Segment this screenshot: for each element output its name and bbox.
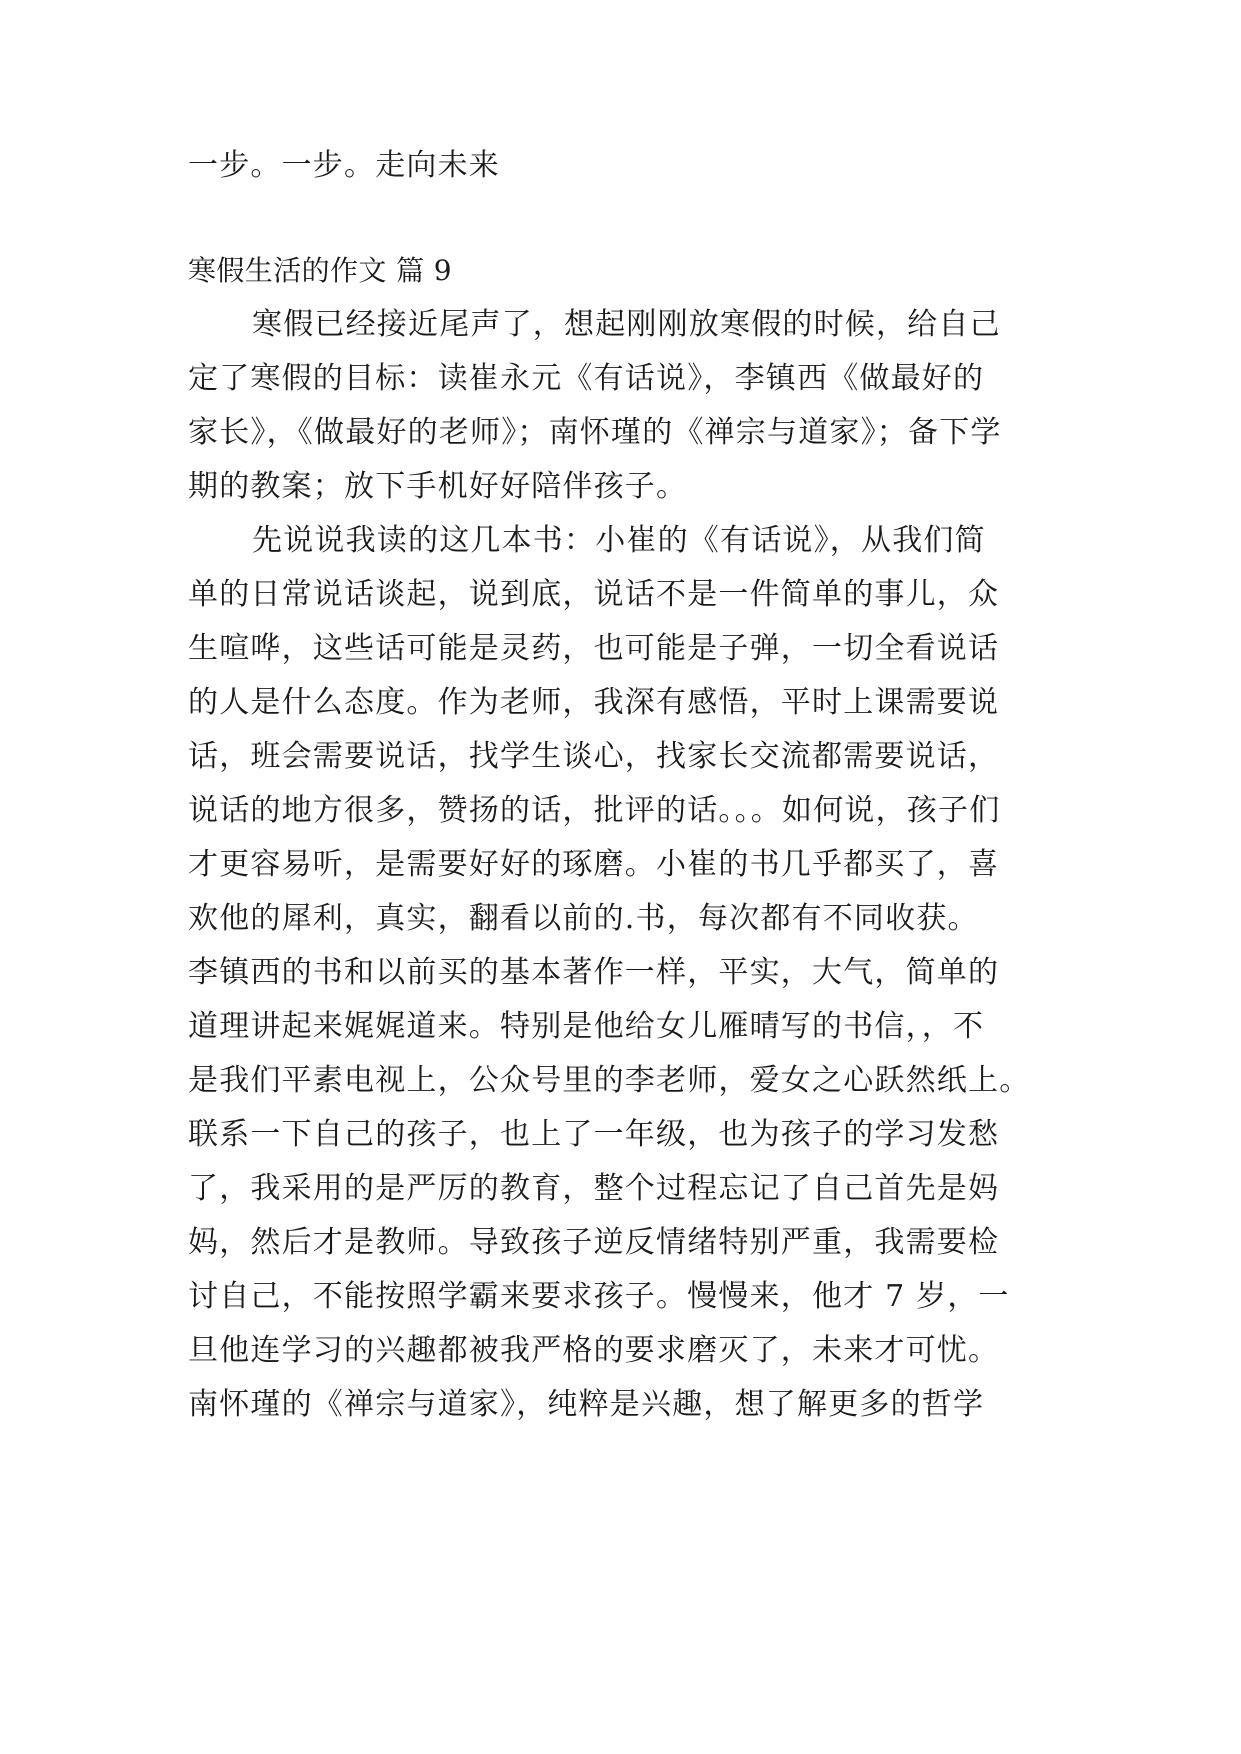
text-line: 生喧哗，这些话可能是灵药，也可能是子弹，一切全看说话 (188, 631, 1000, 666)
text-line: 了，我采用的是严厉的教育，整个过程忘记了自己首先是妈 (188, 1171, 1000, 1206)
text-line: 定了寒假的目标：读崔永元《有话说》，李镇西《做最好的 (188, 361, 985, 396)
text-line: 南怀瑾的《禅宗与道家》，纯粹是兴趣，想了解更多的哲学 (188, 1387, 985, 1422)
text-line: 话，班会需要说话，找学生谈心，找家长交流都需要说话， (188, 739, 1000, 774)
text-line: 旦他连学习的兴趣都被我严格的要求磨灭了，未来才可忧。 (188, 1333, 1000, 1368)
text-line: 妈，然后才是教师。导致孩子逆反情绪特别严重，我需要检 (188, 1225, 1000, 1260)
text-line: 联系一下自己的孩子，也上了一年级，也为孩子的学习发愁 (188, 1117, 1000, 1152)
text-line: 家长》，《做最好的老师》；南怀瑾的《禅宗与道家》；备下学 (188, 415, 1002, 450)
text-line: 说话的地方很多，赞扬的话，批评的话。。。如何说，孩子们 (188, 793, 1001, 828)
text-line: 欢他的犀利，真实，翻看以前的.书，每次都有不同收获。 (188, 901, 979, 936)
text-line: 一步。一步。走向未来 (188, 148, 500, 183)
text-line: 寒假已经接近尾声了，想起刚刚放寒假的时候，给自己 (252, 307, 1001, 342)
text-line: 先说说我读的这几本书：小崔的《有话说》，从我们简 (252, 523, 986, 558)
text-line: 李镇西的书和以前买的基本著作一样，平实，大气，简单的 (188, 955, 1000, 990)
section-title: 寒假生活的作文 篇 9 (188, 254, 453, 287)
text-line: 才更容易听，是需要好好的琢磨。小崔的书几乎都买了，喜 (188, 847, 1000, 882)
text-line: 单的日常说话谈起，说到底，说话不是一件简单的事儿，众 (188, 577, 1000, 612)
text-line: 期的教案；放下手机好好陪伴孩子。 (188, 469, 688, 504)
text-line: 是我们平素电视上，公众号里的李老师，爱女之心跃然纸上。 (188, 1063, 1031, 1098)
text-line: 讨自己，不能按照学霸来要求孩子。慢慢来，他才 7 岁，一 (188, 1279, 1010, 1314)
text-line: 道理讲起来娓娓道来。特别是他给女儿雁晴写的书信，，不 (188, 1009, 985, 1044)
text-line: 的人是什么态度。作为老师，我深有感悟，平时上课需要说 (188, 685, 1000, 720)
